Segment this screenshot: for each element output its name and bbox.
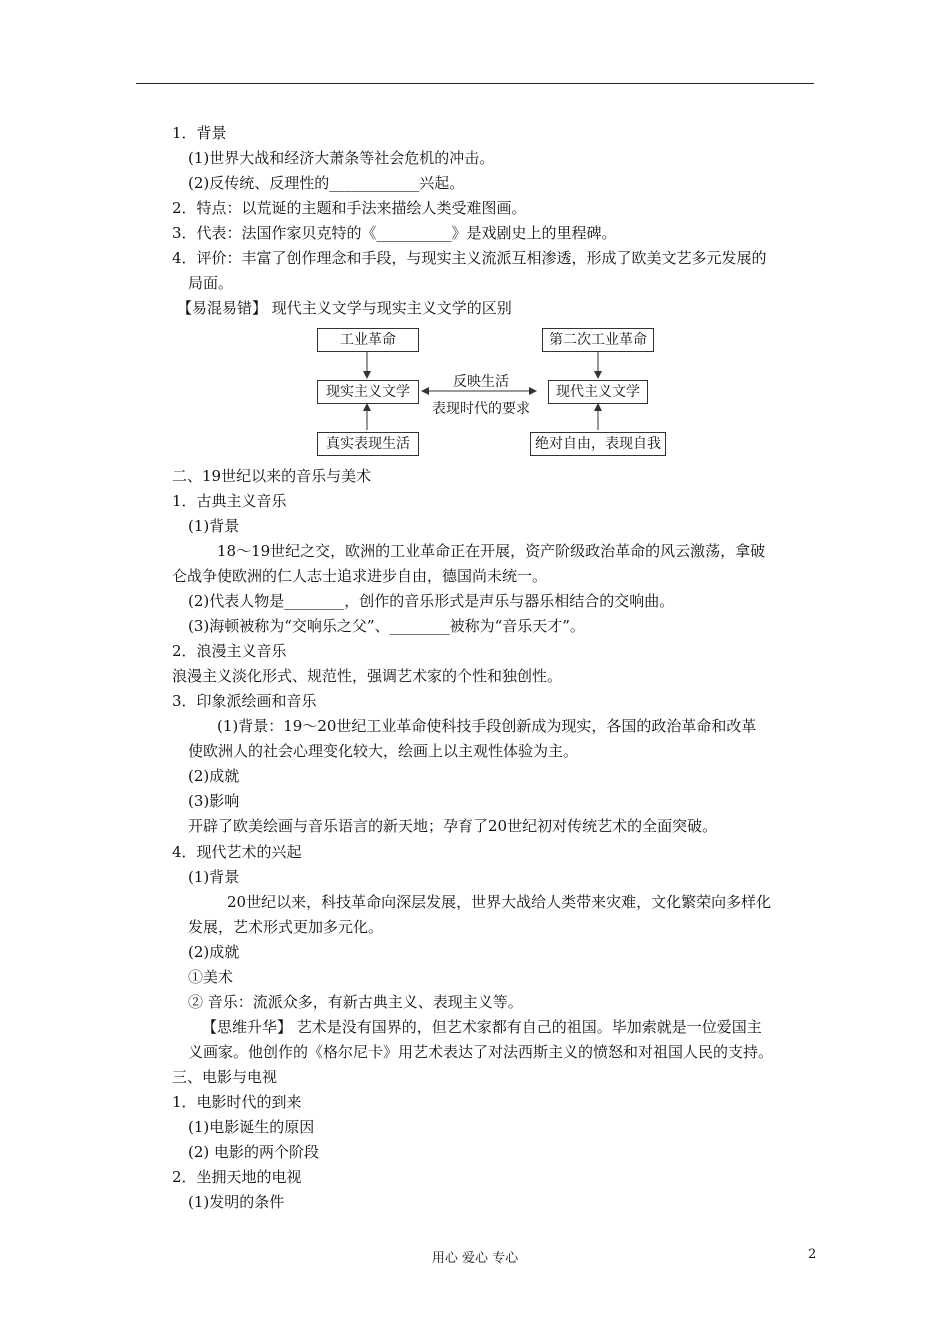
text-line: (2)代表人物是________，创作的音乐形式是声乐与器乐相结合的交响曲。 xyxy=(188,592,675,610)
text-line: 使欧洲人的社会心理变化较大，绘画上以主观性体验为主。 xyxy=(188,742,579,760)
box-true-life: 真实表现生活 xyxy=(317,432,419,456)
text-line: 局面。 xyxy=(188,274,234,292)
text-line: 3．印象派绘画和音乐 xyxy=(172,692,317,710)
text-line: (2)成就 xyxy=(188,943,240,961)
text-line: (2)反传统、反理性的____________兴起。 xyxy=(188,174,465,192)
text-line: 4．现代艺术的兴起 xyxy=(172,843,302,861)
box-industrial-revolution: 工业革命 xyxy=(317,328,419,352)
text-line: (3)海顿被称为“交响乐之父”、________被称为“音乐天才”。 xyxy=(188,617,585,635)
text-line: (2) 电影的两个阶段 xyxy=(188,1143,320,1161)
text-line: (3)影响 xyxy=(188,792,240,810)
text-line: 2．坐拥天地的电视 xyxy=(172,1168,302,1186)
text-line: (1)电影诞生的原因 xyxy=(188,1118,315,1136)
box-realism: 现实主义文学 xyxy=(317,380,419,404)
text-line: 20世纪以来，科技革命向深层发展，世界大战给人类带来灾难，文化繁荣向多样化 xyxy=(227,893,772,911)
box-modernism: 现代主义文学 xyxy=(548,380,648,404)
text-line: 18～19世纪之交，欧洲的工业革命正在开展，资产阶级政治革命的风云激荡，拿破 xyxy=(217,542,766,560)
text-line: 义画家。他创作的《格尔尼卡》用艺术表达了对法西斯主义的愤怒和对祖国人民的支持。 xyxy=(188,1043,774,1061)
text-line: (1)背景 xyxy=(188,868,240,886)
text-line: 仑战争使欧洲的仁人志士追求进步自由，德国尚未统一。 xyxy=(172,567,548,585)
text-line: 【思维升华】 艺术是没有国界的，但艺术家都有自己的祖国。毕加索就是一位爱国主 xyxy=(202,1018,762,1036)
text-line: 浪漫主义淡化形式、规范性，强调艺术家的个性和独创性。 xyxy=(172,667,563,685)
page-footer: 用心 爱心 专心 xyxy=(431,1251,519,1266)
text-line: 2．浪漫主义音乐 xyxy=(172,642,287,660)
text-line: (1)背景：19～20世纪工业革命使科技手段创新成为现实，各国的政治革命和改革 xyxy=(217,717,757,735)
text-line: 发展，艺术形式更加多元化。 xyxy=(188,918,384,936)
page-number: 2 xyxy=(808,1247,817,1262)
section-heading: 三、电影与电视 xyxy=(172,1068,278,1086)
section-note-title: 【易混易错】 现代主义文学与现实主义文学的区别 xyxy=(177,299,512,317)
box-second-industrial-revolution: 第二次工业革命 xyxy=(542,328,654,352)
text-line: 3．代表：法国作家贝克特的《__________》是戏剧史上的里程碑。 xyxy=(172,224,617,242)
text-line: (1)发明的条件 xyxy=(188,1193,285,1211)
box-absolute-freedom: 绝对自由，表现自我 xyxy=(530,432,666,456)
text-line: 1．电影时代的到来 xyxy=(172,1093,302,1111)
heading-background: 1．背景 xyxy=(172,124,227,142)
text-line: 1．古典主义音乐 xyxy=(172,492,287,510)
text-line: (1)背景 xyxy=(188,517,240,535)
text-line: 2．特点：以荒诞的主题和手法来描绘人类受难图画。 xyxy=(172,199,527,217)
text-line: 开辟了欧美绘画与音乐语言的新天地；孕育了20世纪初对传统艺术的全面突破。 xyxy=(188,817,718,835)
text-line: (2)成就 xyxy=(188,767,240,785)
label-era-demand: 表现时代的要求 xyxy=(432,401,530,417)
text-line: ①美术 xyxy=(188,968,234,986)
section-heading: 二、19世纪以来的音乐与美术 xyxy=(172,467,372,485)
text-line: ② 音乐：流派众多，有新古典主义、表现主义等。 xyxy=(188,993,523,1011)
text-line: 4．评价：丰富了创作理念和手段，与现实主义流派互相渗透，形成了欧美文艺多元发展的 xyxy=(172,249,767,267)
text-line: (1)世界大战和经济大萧条等社会危机的冲击。 xyxy=(188,149,495,167)
label-reflect-life: 反映生活 xyxy=(453,374,509,390)
